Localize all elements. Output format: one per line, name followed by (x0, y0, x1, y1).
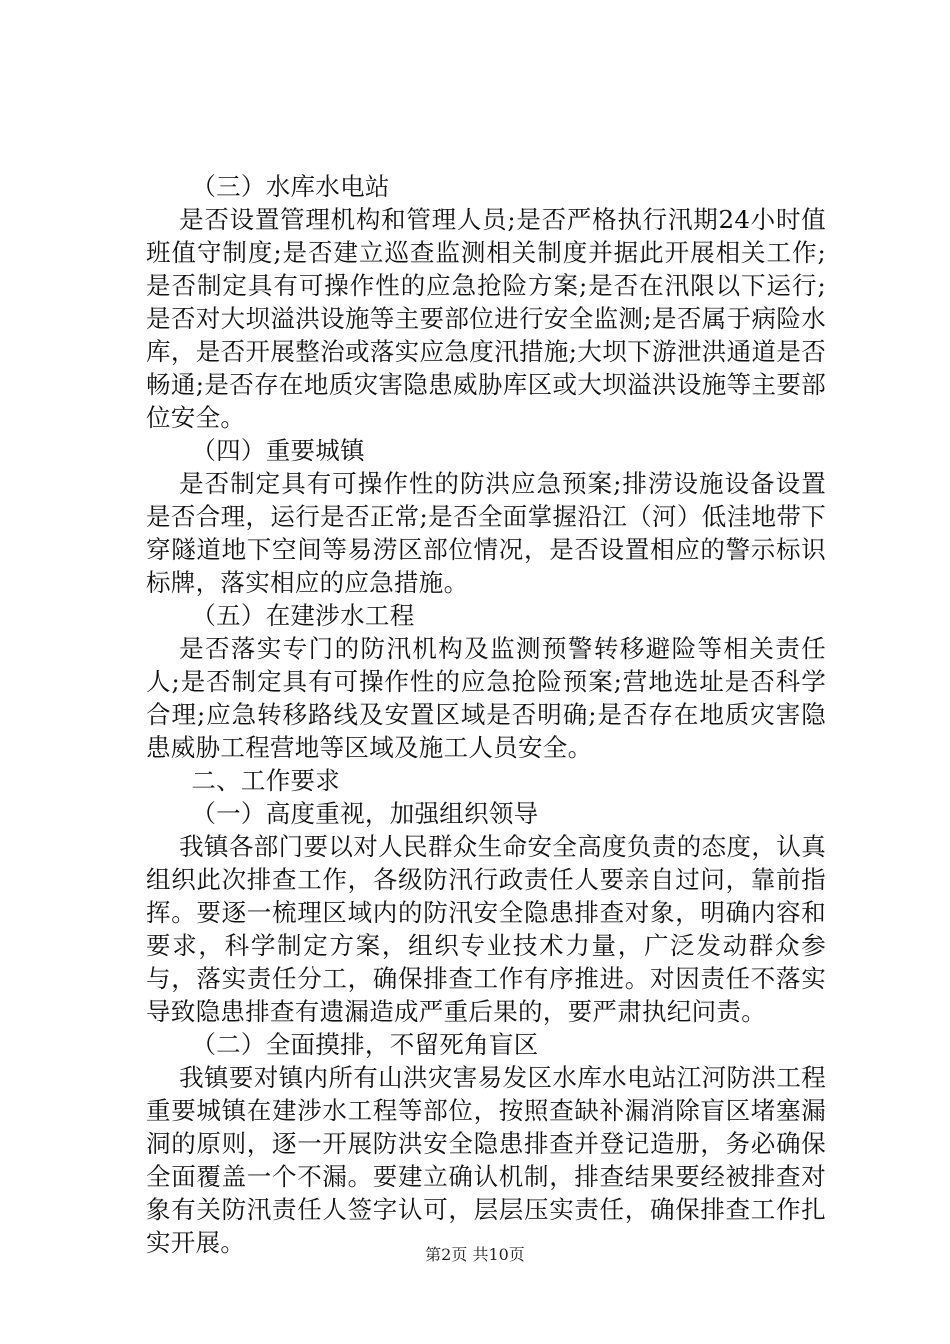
document-body (146, 170, 826, 1259)
subheading-leadership: （一）高度重视，加强组织领导 (191, 799, 539, 828)
paragraph-projects: 是否落实专门的防汛机构及监测预警转移避险等相关责任人;是否制定具有可操作性的应急抢险预案;营地选址是否科学合理;应急转移路线及安置区域是否明确;是否存在地质灾害隐患威胁工程营地等区域及施工人员安全。 (146, 634, 826, 762)
page-number-footer: 第2页 共10页 (425, 1245, 525, 1264)
paragraph-investigation: 我镇要对镇内所有山洪灾害易发区水库水电站江河防洪工程重要城镇在建涉水工程等部位，按照查缺补漏消除盲区堵塞漏洞的原则，逐一开展防洪安全隐患排查并登记造册，务必确保全面覆盖一个不漏。要建立确认机制，排查结果要经被排查对象有关防汛责任人签字认可，层层压实责任，确保排查工作扎实开展。 (146, 1063, 826, 1257)
paragraph-leadership: 我镇各部门要以对人民群众生命安全高度负责的态度，认真组织此次排查工作，各级防汛行政责任人要亲自过问，靠前指挥。要逐一梳理区域内的防汛安全隐患排查对象，明确内容和要求，科学制定方案，组织专业技术力量，广泛发动群众参与，落实责任分工，确保排查工作有序推进。对因责任不落实导致隐患排查有遗漏造成严重后果的，要严肃执纪问责。 (146, 832, 826, 1026)
paragraph-reservoir: 是否设置管理机构和管理人员;是否严格执行汛期24小时值班值守制度;是否建立巡查监测相关制度并据此开展相关工作;是否制定具有可操作性的应急抢险方案;是否在汛限以下运行;是否对大坝溢洪设施等主要部位进行安全监测;是否属于病险水库，是否开展整治或落实应急度汛措施;大坝下游泄洪通道是否畅通;是否存在地质灾害隐患威胁库区或大坝溢洪设施等主要部位安全。 (146, 205, 826, 432)
section-heading-reservoir: （三）水库水电站 (191, 172, 390, 201)
subheading-investigation: （二）全面摸排，不留死角盲区 (191, 1030, 539, 1059)
section-heading-requirements: 二、工作要求 (191, 766, 341, 795)
paragraph-towns: 是否制定具有可操作性的防洪应急预案;排涝设施设备设置是否合理，运行是否正常;是否全面掌握沿江（河）低洼地带下穿隧道地下空间等易涝区部位情况，是否设置相应的警示标识标牌，落实相应的应急措施。 (146, 469, 826, 597)
section-heading-projects: （五）在建涉水工程 (191, 601, 415, 630)
section-heading-towns: （四）重要城镇 (191, 436, 365, 465)
